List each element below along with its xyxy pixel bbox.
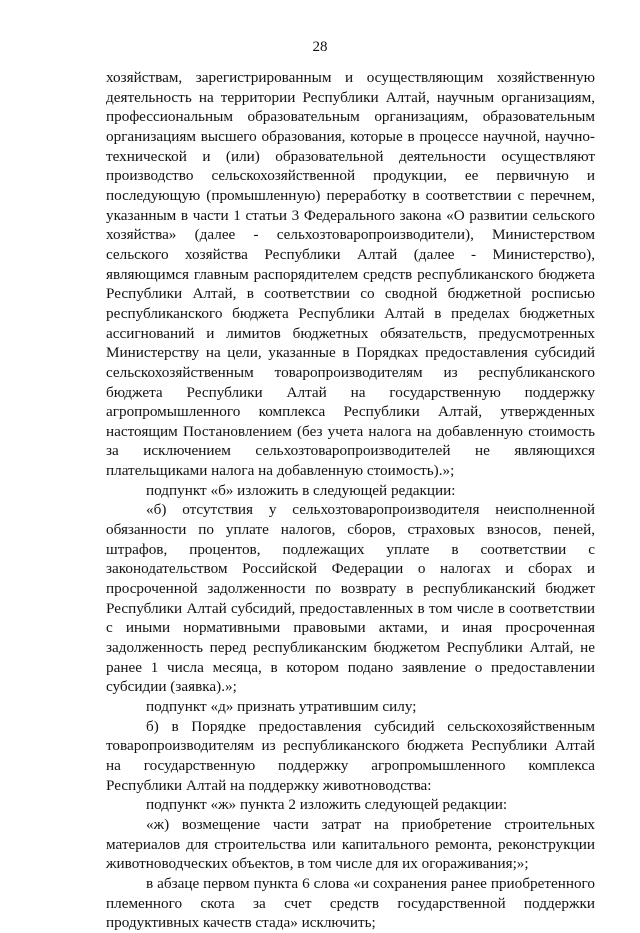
paragraph-subpoint-zh-text: «ж) возмещение части затрат на приобретение строительных материалов для строительства или капитального ремонта, реконструкции животноводческих объектов, в том числе для их огораживания;»; xyxy=(106,815,595,873)
paragraph-item-b: б) в Порядке предоставления субсидий сельскохозяйственным товаропроизводителям из республиканского бюджета Республики Алтай на государственную поддержку агропромышленного комплекса Республики Алтай на поддержку животноводства: xyxy=(106,717,595,794)
paragraph-point-6: в абзаце первом пункта 6 слова «и сохранения ранее приобретенного племенного скота за счет средств государственной поддержки продуктивных качеств стада» исключить; xyxy=(106,874,595,932)
paragraph-subpoint-zh-intro: подпункт «ж» пункта 2 изложить следующей редакции: xyxy=(146,796,508,814)
body-text xyxy=(106,68,595,933)
page-number: 28 xyxy=(312,39,328,55)
paragraph-subpoint-b-text: «б) отсутствия у сельхозтоваропроизводителя неисполненной обязанности по уплате налогов, сборов, страховых взносов, пеней, штрафов, процентов, подлежащих уплате в соответствии с законодательством Российской Федерации о налогах и сборах и просроченной задолженности по возврату в республиканский бюджет Республики Алтай субсидий, предоставленных в том числе в соответствии с иными нормативными правовыми актами, и иная просроченная задолженность перед республиканским бюджетом Республики Алтай, не ранее 1 числа месяца, в котором подано заявление о предоставлении субсидии (заявка).»; xyxy=(106,501,595,696)
paragraph-subpoint-b-intro: подпункт «б» изложить в следующей редакции: xyxy=(146,481,456,499)
paragraph-subpoint-d: подпункт «д» признать утратившим силу; xyxy=(146,698,417,715)
paragraph-continuation: хозяйствам, зарегистрированным и осуществляющим хозяйственную деятельность на территории Республики Алтай, научным организациям, профессиональным образовательным организациям, образовательным организациям высшего образования, которые в процессе научной, научно-технической и (или) образовательной деятельности осуществляют производство сельскохозяйственной продукции, ее первичную и последующую (промышленную) переработку в соответствии с перечнем, указанным в части 1 статьи 3 Федерального закона «О развитии сельского хозяйства» (далее - сельхозтоваропроизводители), Министерством сельского хозяйства Республики Алтай (далее - Министерство), являющимся главным распорядителем средств республиканского бюджета Республики Алтай, в соответствии со сводной бюджетной росписью республиканского бюджета Республики Алтай в пределах бюджетных ассигнований и лимитов бюджетных обязательств, предусмотренных Министерству на цели, указанные в Порядках предоставления субсидий сельскохозяйственным товаропроизводителям из республиканского бюджета Республики Алтай на государственную поддержку агропромышленного комплекса Республики Алтай, утвержденных настоящим Постановлением (без учета налога на добавленную стоимость за исключением сельхозтоваропроизводителей не являющихся плательщиками налога на добавленную стоимость).»; xyxy=(106,69,595,480)
